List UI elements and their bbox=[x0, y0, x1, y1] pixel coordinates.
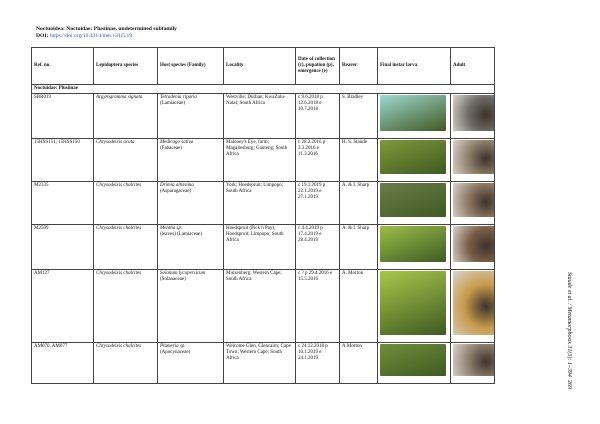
table-title: Noctuoidea: Noctuidae: Plusiinae, undetermined subfamily bbox=[36, 26, 177, 32]
header-row bbox=[32, 48, 495, 85]
doi-label: DOI: bbox=[36, 33, 49, 39]
doi-line bbox=[36, 33, 177, 40]
host-species: Solanum lycopersicum bbox=[160, 271, 206, 276]
host-species: Tetradenia riparia bbox=[160, 95, 197, 100]
locality-cell: York; Hoedspruit; Limpopo; South Africa bbox=[224, 182, 296, 225]
rearer-cell: S. Bradley bbox=[340, 94, 378, 139]
host-species: Mentha sp. bbox=[160, 226, 183, 231]
page-number: 269 bbox=[566, 380, 572, 389]
locality-cell: Maloney's Eye, farm; Magaliesburg; Gauteng; South Africa bbox=[224, 139, 296, 182]
host-family: (leaves) (Lamiaceae) bbox=[160, 232, 203, 237]
table-row bbox=[32, 225, 495, 270]
dates-cell: c 19.1.2019 p 22.1.2019 e 27.1.2019 bbox=[296, 182, 340, 225]
section-label: Noctuidae: Plusiinae bbox=[32, 85, 495, 94]
host-cell bbox=[158, 182, 224, 225]
species-table bbox=[31, 47, 495, 384]
adult-photo bbox=[453, 271, 495, 335]
host-species: Plumeria sp. bbox=[160, 344, 186, 349]
locality-cell: Hoedspruit (Pick n Pay); Hoedspruit; Limpopo; South Africa bbox=[224, 225, 296, 270]
doi-link[interactable]: https://doi.org/10.4314/met.v31i5.19 bbox=[49, 33, 133, 39]
col-rearer: Rearer bbox=[340, 48, 378, 85]
species-cell: Chrysodeixis acuta bbox=[94, 139, 158, 182]
locality-cell: Westville; Durban; KwaZulu-Natal; South Africa bbox=[224, 94, 296, 139]
larva-photo bbox=[380, 226, 446, 262]
section-row bbox=[32, 85, 495, 94]
species-cell: Chrysodeixis chalcites bbox=[94, 343, 158, 384]
ref-cell: M2509 bbox=[32, 225, 94, 270]
larva-cell bbox=[378, 225, 451, 270]
host-family: (Asparagaceae) bbox=[160, 189, 192, 194]
larva-cell bbox=[378, 270, 451, 343]
table-row bbox=[32, 182, 495, 225]
table-row bbox=[32, 94, 495, 139]
dates-cell: c 28.2.2016 p 3.3.2016 e 11.3.2016 bbox=[296, 139, 340, 182]
larva-photo bbox=[380, 140, 446, 174]
larva-photo bbox=[380, 271, 446, 335]
rearer-cell: A.Morton bbox=[340, 343, 378, 384]
adult-cell bbox=[451, 270, 495, 343]
host-family: (Solanaceae) bbox=[160, 277, 186, 282]
rearer-cell: A. & I. Sharp bbox=[340, 225, 378, 270]
adult-cell bbox=[451, 182, 495, 225]
table-row bbox=[32, 343, 495, 384]
adult-cell bbox=[451, 139, 495, 182]
adult-photo bbox=[453, 344, 495, 376]
adult-photo bbox=[453, 140, 495, 174]
ref-cell: SBR019 bbox=[32, 94, 94, 139]
rearer-cell: H. S. Staude bbox=[340, 139, 378, 182]
host-cell bbox=[158, 139, 224, 182]
larva-cell bbox=[378, 343, 451, 384]
host-species: Drimia altissima bbox=[160, 183, 194, 188]
col-adult: Adult bbox=[451, 48, 495, 85]
adult-photo bbox=[453, 226, 495, 262]
dates-cell: c 4.4.2019 p 17.4.2019 e 28.4.2019 bbox=[296, 225, 340, 270]
larva-photo bbox=[380, 183, 446, 217]
rearer-cell: A. & I. Sharp bbox=[340, 182, 378, 225]
larva-cell bbox=[378, 139, 451, 182]
species-cell: Chrysodeixis chalcites bbox=[94, 182, 158, 225]
species-cell: Argyrogramma signata bbox=[94, 94, 158, 139]
adult-photo bbox=[453, 95, 495, 131]
dates-cell: c ? p 29.4.2016 e 15.5.2016 bbox=[296, 270, 340, 343]
table-row bbox=[32, 270, 495, 343]
adult-photo bbox=[453, 183, 495, 217]
larva-cell bbox=[378, 182, 451, 225]
col-ref: Ref. no. bbox=[32, 48, 94, 85]
ref-cell: AM127 bbox=[32, 270, 94, 343]
dates-cell: c 9.6.2018 p 12.6.2018 e 10.7.2018 bbox=[296, 94, 340, 139]
ref-cell: AM070, AM077 bbox=[32, 343, 94, 384]
col-larva: Final instar larva bbox=[378, 48, 451, 85]
ref-cell: M2335 bbox=[32, 182, 94, 225]
locality-cell: Muizenberg; Western Cape; South Africa bbox=[224, 270, 296, 343]
host-cell bbox=[158, 94, 224, 139]
species-cell: Chrysodeixis chalcites bbox=[94, 270, 158, 343]
col-locality: Locality bbox=[224, 48, 296, 85]
host-family: (Fabaceae) bbox=[160, 146, 182, 151]
adult-cell bbox=[451, 343, 495, 384]
col-dates: Date of collection (c), pupation (p), emergence (e) bbox=[296, 48, 340, 85]
adult-cell bbox=[451, 94, 495, 139]
rearer-cell: A. Morton bbox=[340, 270, 378, 343]
ref-cell: 15HSS151, 15HSS150 bbox=[32, 139, 94, 182]
host-cell bbox=[158, 225, 224, 270]
dates-cell: c 24.12.2018 p 10.1.2019 e 24.1.2019 bbox=[296, 343, 340, 384]
larva-photo bbox=[380, 344, 446, 376]
species-cell: Chrysodeixis chalcites bbox=[94, 225, 158, 270]
col-host: Host species (Family) bbox=[158, 48, 224, 85]
host-cell bbox=[158, 343, 224, 384]
table-row bbox=[32, 139, 495, 182]
larva-photo bbox=[380, 95, 446, 131]
host-family: (Apocynaceae) bbox=[160, 350, 191, 355]
page-header bbox=[36, 26, 177, 40]
larva-cell bbox=[378, 94, 451, 139]
host-cell bbox=[158, 270, 224, 343]
col-species: Lepidoptera species bbox=[94, 48, 158, 85]
host-family: (Lamiaceae) bbox=[160, 101, 185, 106]
host-species: Medicago sativa bbox=[160, 140, 194, 145]
adult-cell bbox=[451, 225, 495, 270]
locality-cell: Welcome Glen, Glencairn; Cape Town; Western Cape; South Africa bbox=[224, 343, 296, 384]
running-head: Staude et al. / Metamorphosis 31(3): 1–394 bbox=[566, 272, 572, 377]
